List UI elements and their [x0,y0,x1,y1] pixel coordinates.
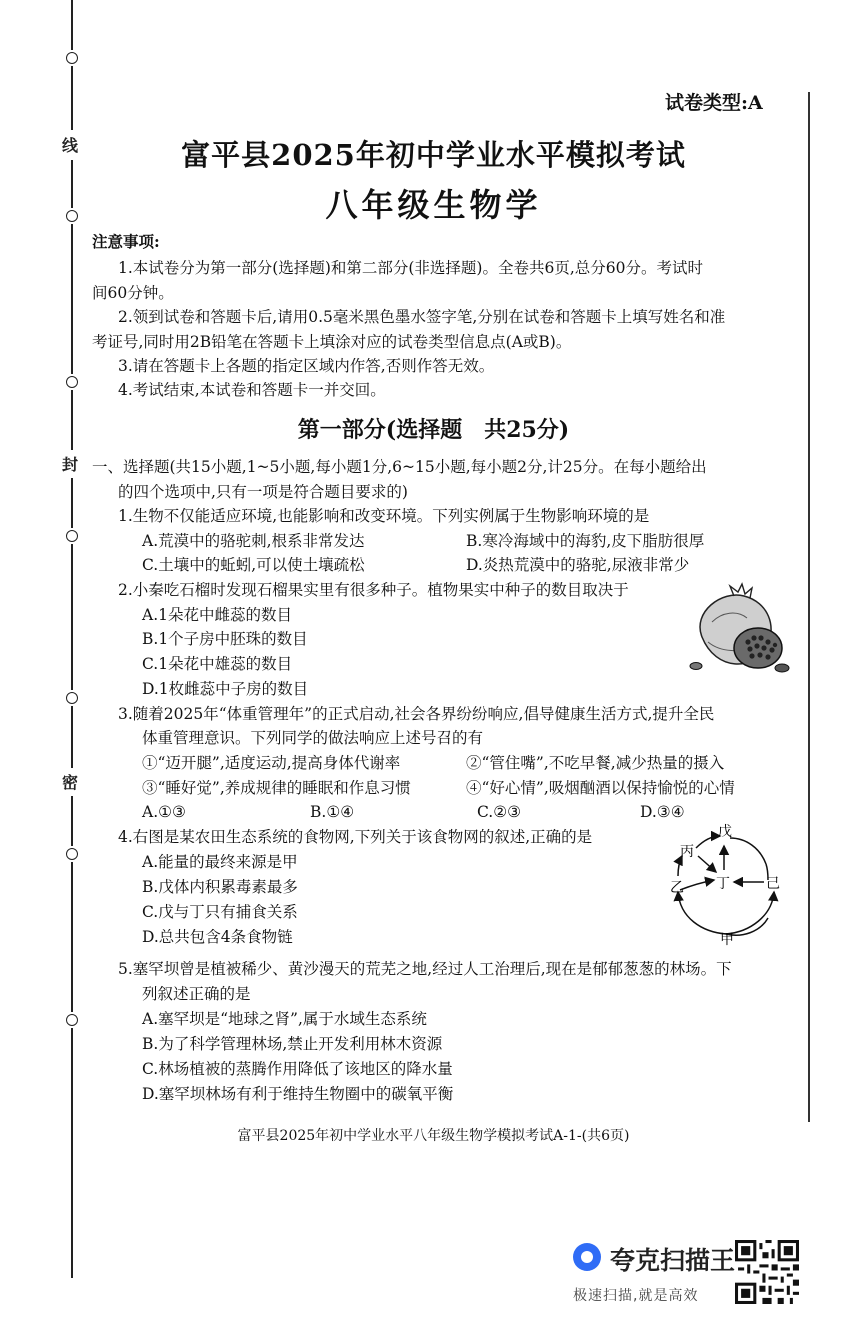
food-web-arrow [698,856,716,872]
margin-line [71,66,73,130]
q1-option-d: D.炎热荒漠中的骆驼,尿液非常少 [466,556,690,574]
right-border-line [808,92,810,1122]
pomegranate-illustration [682,582,792,682]
scanner-slogan: 极速扫描,就是高效 [573,1288,699,1304]
q3-stem: 3.随着2025年“体重管理年”的正式启动,社会各界纷纷响应,倡导健康生活方式,提升全民 [118,705,715,723]
notes-line: 间60分钟。 [92,284,174,302]
margin-circle [66,376,78,388]
q4-stem: 4.右图是某农田生态系统的食物网,下列关于该食物网的叙述,正确的是 [118,828,593,846]
margin-circle [66,52,78,64]
margin-line [71,796,73,846]
food-web-diagram [660,820,800,950]
margin-circle [66,848,78,860]
notes-line: 3.请在答题卡上各题的指定区域内作答,否则作答无效。 [118,357,495,375]
food-web-node: 己 [766,876,780,892]
q2-option-b: B.1个子房中胚珠的数目 [142,630,308,648]
food-web-arc [730,838,766,864]
q1-option-c: C.土壤中的蚯蚓,可以使土壤疏松 [142,556,365,574]
food-web-node: 乙 [670,880,684,896]
q5-option-a: A.塞罕坝是“地球之肾”,属于水域生态系统 [142,1010,427,1028]
q3-stem: 体重管理意识。下列同学的做法响应上述号召的有 [142,729,484,747]
food-web-arrow [726,892,774,934]
margin-circle [66,530,78,542]
margin-line [71,0,73,50]
q3-item-2: ②“管住嘴”,不吃早餐,减少热量的摄入 [466,754,725,772]
q5-stem: 5.塞罕坝曾是植被稀少、黄沙漫天的荒芜之地,经过人工治理后,现在是郁郁葱葱的林场。下 [118,960,732,978]
margin-line [71,706,73,768]
margin-char-mi: 密 [62,773,79,792]
q3-item-1: ①“迈开腿”,适度运动,提高身体代谢率 [142,754,401,772]
paper-type: 试卷类型:A [665,92,763,114]
q2-option-d: D.1枚雌蕊中子房的数目 [142,680,309,698]
quark-logo-icon [573,1243,601,1271]
notes-heading: 注意事项: [92,232,160,251]
margin-line [71,224,73,374]
q2-stem: 2.小秦吃石榴时发现石榴果实里有很多种子。植物果实中种子的数目取决于 [118,581,629,599]
margin-line [71,544,73,690]
notes-line: 2.领到试卷和答题卡后,请用0.5毫米黑色墨水签字笔,分别在试卷和答题卡上填写姓名和准 [118,308,726,326]
q2-option-c: C.1朵花中雄蕊的数目 [142,655,293,673]
food-web-arrow [678,892,768,935]
q4-option-c: C.戊与丁只有捕食关系 [142,903,298,921]
q5-option-c: C.林场植被的蒸腾作用降低了该地区的降水量 [142,1060,453,1078]
q3-item-3: ③“睡好觉”,养成规律的睡眠和作息习惯 [142,779,411,797]
q1-option-a: A.荒漠中的骆驼刺,根系非常发达 [142,532,365,550]
notes-line: 1.本试卷分为第一部分(选择题)和第二部分(非选择题)。全卷共6页,总分60分。考试时 [118,259,703,277]
margin-line [71,1028,73,1278]
food-web-arrow [696,836,720,848]
margin-circle [66,692,78,704]
q3-option-a: A.①③ [142,803,186,821]
q4-option-b: B.戊体内积累毒素最多 [142,878,298,896]
q4-option-a: A.能量的最终来源是甲 [142,853,298,871]
food-web-arrow [680,880,714,890]
notes-line: 考证号,同时用2B铅笔在答题卡上填涂对应的试卷类型信息点(A或B)。 [92,333,572,351]
margin-char-feng: 封 [62,455,79,474]
exam-title: 富平县2025年初中学业水平模拟考试 [181,138,686,172]
q3-option-d: D.③④ [640,803,685,821]
q5-option-d: D.塞罕坝林场有利于维持生物圈中的碳氧平衡 [142,1085,454,1103]
food-web-node: 丙 [680,844,694,860]
food-web-node: 甲 [720,932,734,948]
q5-stem: 列叙述正确的是 [142,985,251,1003]
q4-option-d: D.总共包含4条食物链 [142,928,293,946]
food-web-node: 丁 [716,876,730,892]
q1-option-b: B.寒冷海域中的海豹,皮下脂肪很厚 [466,532,705,550]
margin-line [71,478,73,528]
margin-circle [66,1014,78,1026]
section-instruction: 的四个选项中,只有一项是符合题目要求的) [118,483,408,501]
section-title: 第一部分(选择题 共25分) [297,417,570,443]
q2-option-a: A.1朵花中雌蕊的数目 [142,606,292,624]
food-web-node: 戊 [718,824,732,840]
q3-item-4: ④“好心情”,吸烟酗酒以保持愉悦的心情 [466,779,735,797]
section-instruction: 一、选择题(共15小题,1~5小题,每小题1分,6~15小题,每小题2分,计25分。在每小题给出 [92,458,707,476]
q3-option-b: B.①④ [310,803,355,821]
page-footer: 富平县2025年初中学业水平八年级生物学模拟考试A-1-(共6页) [237,1128,630,1144]
qr-code-icon [735,1240,799,1304]
subject-title: 八年级生物学 [325,186,542,224]
margin-line [71,862,73,1012]
q3-option-c: C.②③ [477,803,522,821]
margin-char-xian: 线 [62,136,79,155]
notes-line: 4.考试结束,本试卷和答题卡一并交回。 [118,381,386,399]
q5-option-b: B.为了科学管理林场,禁止开发利用林木资源 [142,1035,443,1053]
q1-stem: 1.生物不仅能适应环境,也能影响和改变环境。下列实例属于生物影响环境的是 [118,507,650,525]
scanner-app-name: 夸克扫描王 [610,1246,736,1275]
